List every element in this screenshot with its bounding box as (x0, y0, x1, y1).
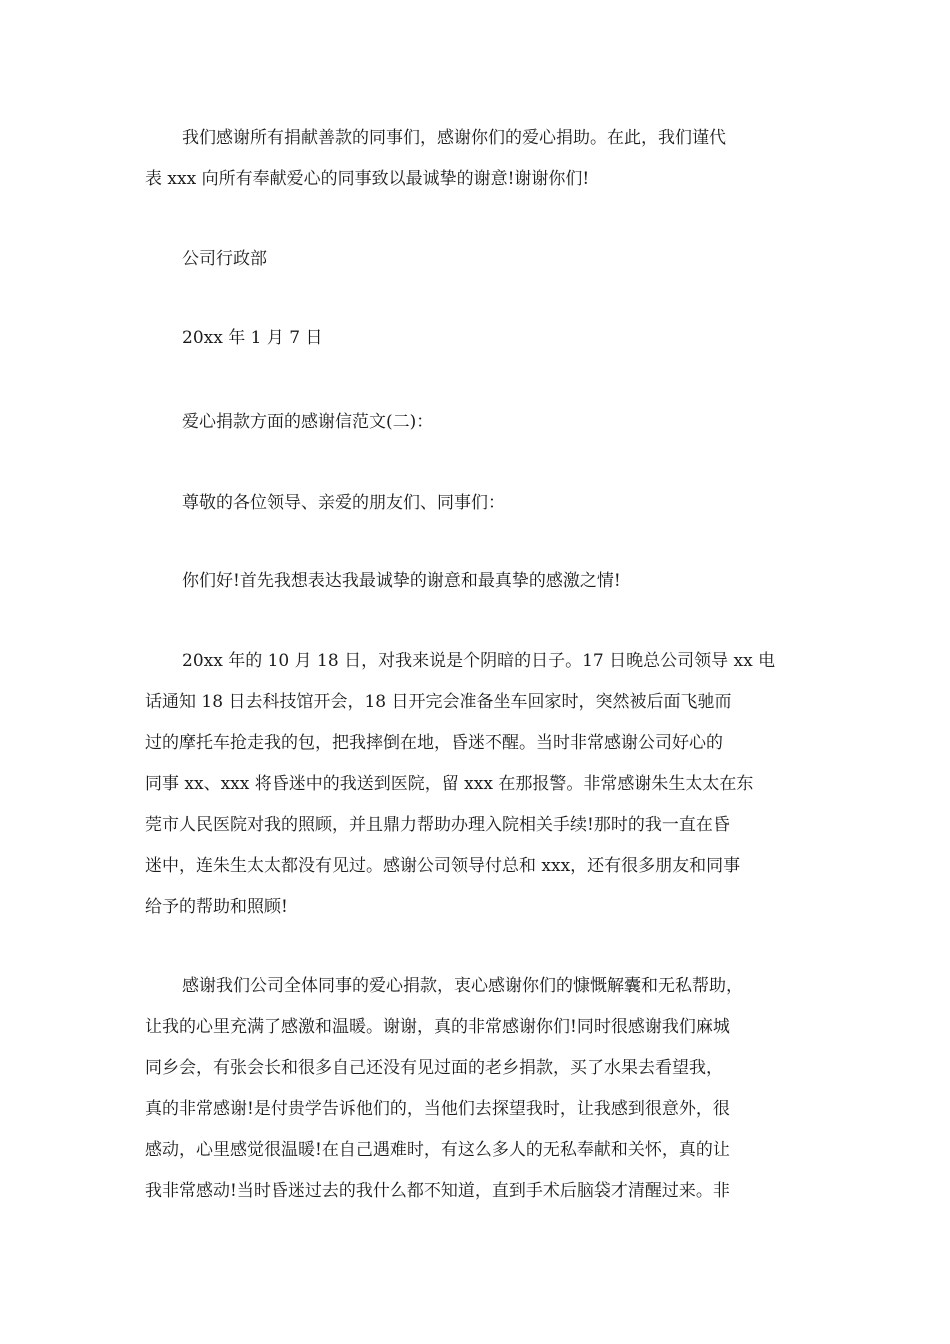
paragraph-line: 感谢我们公司全体同事的爱心捐款，衷心感谢你们的慷慨解囊和无私帮助， (182, 976, 743, 996)
paragraph-line: 表 xxx 向所有奉献爱心的同事致以最诚挚的谢意!谢谢你们! (145, 169, 590, 189)
paragraph-line: 感动，心里感觉很温暖!在自己遇难时，有这么多人的无私奉献和关怀，真的让 (145, 1140, 730, 1160)
paragraph-line: 莞市人民医院对我的照顾，并且鼎力帮助办理入院相关手续!那时的我一直在昏 (145, 815, 730, 835)
paragraph-line: 话通知 18 日去科技馆开会，18 日开完会准备坐车回家时，突然被后面飞驰而 (145, 692, 732, 712)
paragraph-line: 我们感谢所有捐献善款的同事们，感谢你们的爱心捐助。在此，我们谨代 (182, 128, 726, 148)
paragraph-line: 同乡会，有张会长和很多自己还没有见过面的老乡捐款，买了水果去看望我， (145, 1058, 723, 1078)
paragraph-line: 同事 xx、xxx 将昏迷中的我送到医院，留 xxx 在那报警。非常感谢朱生太太在东 (145, 774, 754, 794)
paragraph-line: 给予的帮助和照顾! (145, 897, 288, 917)
salutation: 尊敬的各位领导、亲爱的朋友们、同事们： (182, 493, 505, 513)
paragraph-line: 过的摩托车抢走我的包，把我摔倒在地，昏迷不醒。当时非常感谢公司好心的 (145, 733, 723, 753)
paragraph-line: 真的非常感谢!是付贵学告诉他们的，当他们去探望我时，让我感到很意外，很 (145, 1099, 730, 1119)
signature-date: 20xx 年 1 月 7 日 (182, 328, 323, 348)
signature-department: 公司行政部 (182, 249, 267, 269)
greeting-line: 你们好!首先我想表达我最诚挚的谢意和最真挚的感激之情! (182, 571, 621, 591)
paragraph-line: 让我的心里充满了感激和温暖。谢谢，真的非常感谢你们!同时很感谢我们麻城 (145, 1017, 730, 1037)
section-heading: 爱心捐款方面的感谢信范文(二)： (182, 412, 434, 432)
paragraph-line: 我非常感动!当时昏迷过去的我什么都不知道，直到手术后脑袋才清醒过来。非 (145, 1181, 730, 1201)
paragraph-line: 20xx 年的 10 月 18 日，对我来说是个阴暗的日子。17 日晚总公司领导 xx 电 (182, 651, 776, 671)
paragraph-line: 迷中，连朱生太太都没有见过。感谢公司领导付总和 xxx，还有很多朋友和同事 (145, 856, 741, 876)
